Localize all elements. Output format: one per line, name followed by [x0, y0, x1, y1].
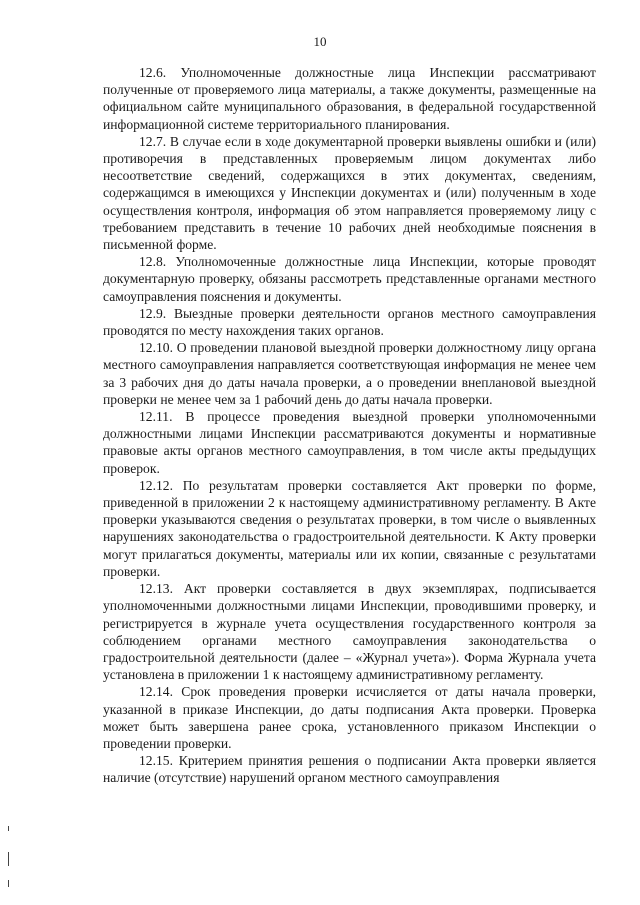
paragraph-12-6: 12.6. Уполномоченные должностные лица Инспекции рассматривают полученные от проверяемого лица материалы, а также документы, размещенные на официальном сайте муниципального образования, в федеральной государственной информационной системе территориального планирования. [103, 65, 596, 132]
document-body [103, 64, 596, 787]
scan-artifact-mark [8, 880, 9, 887]
paragraph-12-9: 12.9. Выездные проверки деятельности органов местного самоуправления проводятся по месту нахождения таких органов. [103, 305, 596, 339]
paragraph-12-14: 12.14. Срок проведения проверки исчисляется от даты начала проверки, указанной в приказе Инспекции, до даты подписания Акта проверки. Проверка может быть завершена ранее срока, установленного приказом Инспекции о проведении проверки. [103, 684, 596, 751]
scan-artifact-mark [8, 826, 9, 831]
paragraph-12-10: 12.10. О проведении плановой выездной проверки должностному лицу органа местного самоуправления направляется соответствующая информация не менее чем за 3 рабочих дня до даты начала проверки, а о проведении внеплановой выездной проверки не менее чем за 1 рабочий день до даты начала проверки. [103, 340, 596, 407]
paragraph-12-11: 12.11. В процессе проведения выездной проверки уполномоченными должностными лицами Инспекции рассматриваются документы и нормативные правовые акты органов местного самоуправления, в том числе акты предыдущих проверок. [103, 409, 596, 476]
paragraph-12-8: 12.8. Уполномоченные должностные лица Инспекции, которые проводят документарную проверку, обязаны рассмотреть представленные органами местного самоуправления пояснения и документы. [103, 254, 596, 304]
paragraph-12-13: 12.13. Акт проверки составляется в двух экземплярах, подписывается уполномоченными должностными лицами Инспекции, проводившими проверку, и регистрируется в журнале учета осуществления государственного контроля за соблюдением органами местного самоуправления законодательства о градостроительной деятельности (далее – «Журнал учета»). Форма Журнала учета установлена в приложении 1 к настоящему административному регламенту. [103, 581, 596, 683]
paragraph-12-12: 12.12. По результатам проверки составляется Акт проверки по форме, приведенной в приложении 2 к настоящему административному регламенту. В Акте проверки указываются сведения о результатах проверки, в том числе о выявленных нарушениях законодательства о градостроительной деятельности. К Акту проверки могут прилагаться документы, материалы или их копии, связанные с результатами проверки. [103, 477, 596, 579]
page-number: 10 [313, 34, 327, 49]
paragraph-12-7: 12.7. В случае если в ходе документарной проверки выявлены ошибки и (или) противоречия в представленных проверяемым лицом документах либо несоответствие сведений, содержащихся в этих документах, сведениям, содержащимся в имеющихся у Инспекции документах и (или) полученным в ходе осуществления контроля, информация об этом направляется проверяемому лицу с требованием представить в течение 10 рабочих дней необходимые пояснения в письменной форме. [103, 133, 596, 253]
paragraph-12-15: 12.15. Критерием принятия решения о подписании Акта проверки является наличие (отсутствие) нарушений органом местного самоуправления [103, 753, 596, 786]
scan-artifact-mark [8, 852, 9, 866]
